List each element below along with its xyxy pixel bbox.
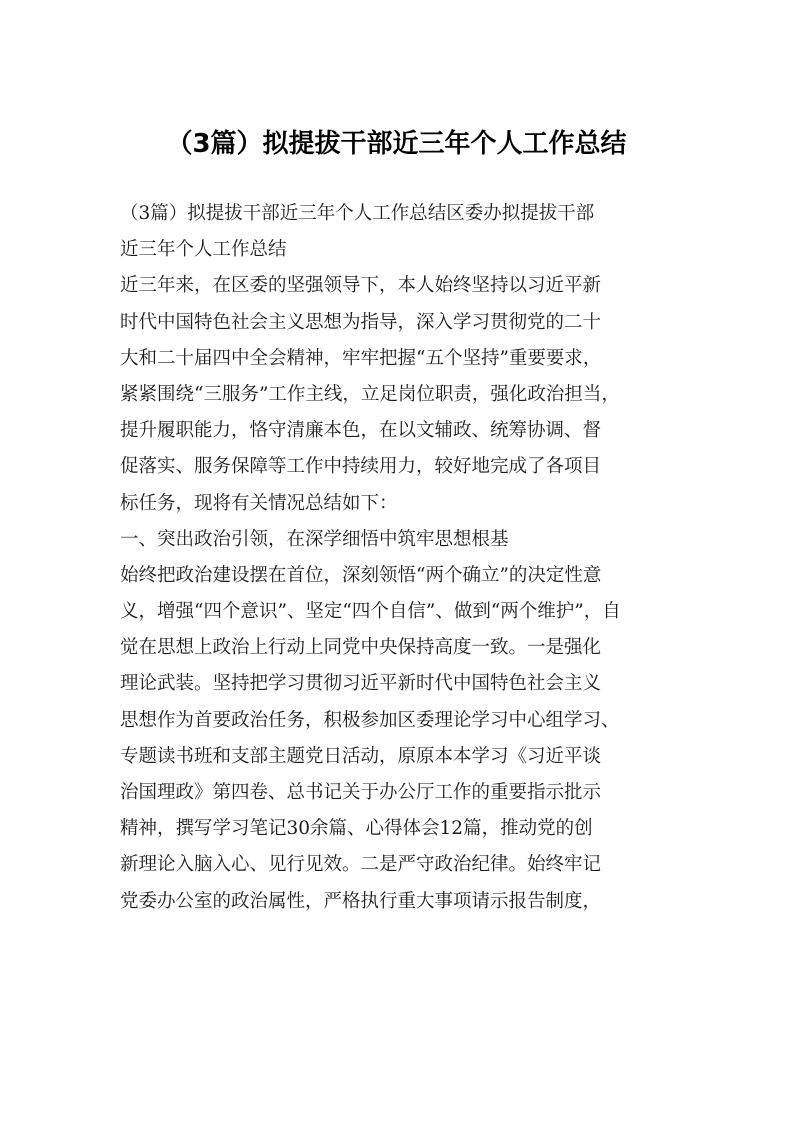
- text-line: 大和二十届四中全会精神，牢牢把握“五个坚持”重要要求，: [120, 347, 602, 369]
- text-line: 时代中国特色社会主义思想为指导，深入学习贯彻党的二十: [120, 311, 602, 333]
- text-line: 标任务，现将有关情况总结如下：: [120, 492, 398, 514]
- text-line: 促落实、服务保障等工作中持续用力，较好地完成了各项目: [120, 456, 602, 478]
- text-line: 提升履职能力，恪守清廉本色，在以文辅政、统筹协调、督: [120, 420, 602, 442]
- document-title: （3篇）拟提拔干部近三年个人工作总结: [166, 129, 627, 159]
- text-line: 觉在思想上政治上行动上同党中央保持高度一致。一是强化: [120, 637, 602, 659]
- text-line: 党委办公室的政治属性，严格执行重大事项请示报告制度，: [120, 890, 602, 912]
- text-line: 理论武装。坚持把学习贯彻习近平新时代中国特色社会主义: [120, 673, 602, 695]
- text-line: （3篇）拟提拔干部近三年个人工作总结区委办拟提拔干部: [120, 203, 595, 224]
- document-body: [120, 196, 692, 920]
- text-line: 近三年来，在区委的坚强领导下，本人始终坚持以习近平新: [120, 275, 602, 297]
- text-line: 新理论入脑入心、见行见效。二是严守政治纪律。始终牢记: [120, 854, 602, 876]
- text-line: 义，增强“四个意识”、坚定“四个自信”、做到“两个维护”，自: [120, 601, 621, 623]
- section-heading: 一、突出政治引领，在深学细悟中筑牢思想根基: [120, 528, 509, 550]
- text-line: 近三年个人工作总结: [120, 239, 287, 261]
- text-line: 紧紧围绕“三服务”工作主线，立足岗位职责，强化政治担当，: [120, 383, 620, 405]
- text-line: 思想作为首要政治任务，积极参加区委理论学习中心组学习、: [120, 709, 620, 731]
- text-line: 治国理政》第四卷、总书记关于办公厅工作的重要指示批示: [120, 782, 602, 803]
- text-line: 精神，撰写学习笔记30余篇、心得体会12篇，推动党的创: [120, 818, 593, 840]
- text-line: 专题读书班和支部主题党日活动，原原本本学习《习近平谈: [120, 745, 602, 767]
- text-line: 始终把政治建设摆在首位，深刻领悟“两个确立”的决定性意: [120, 564, 602, 586]
